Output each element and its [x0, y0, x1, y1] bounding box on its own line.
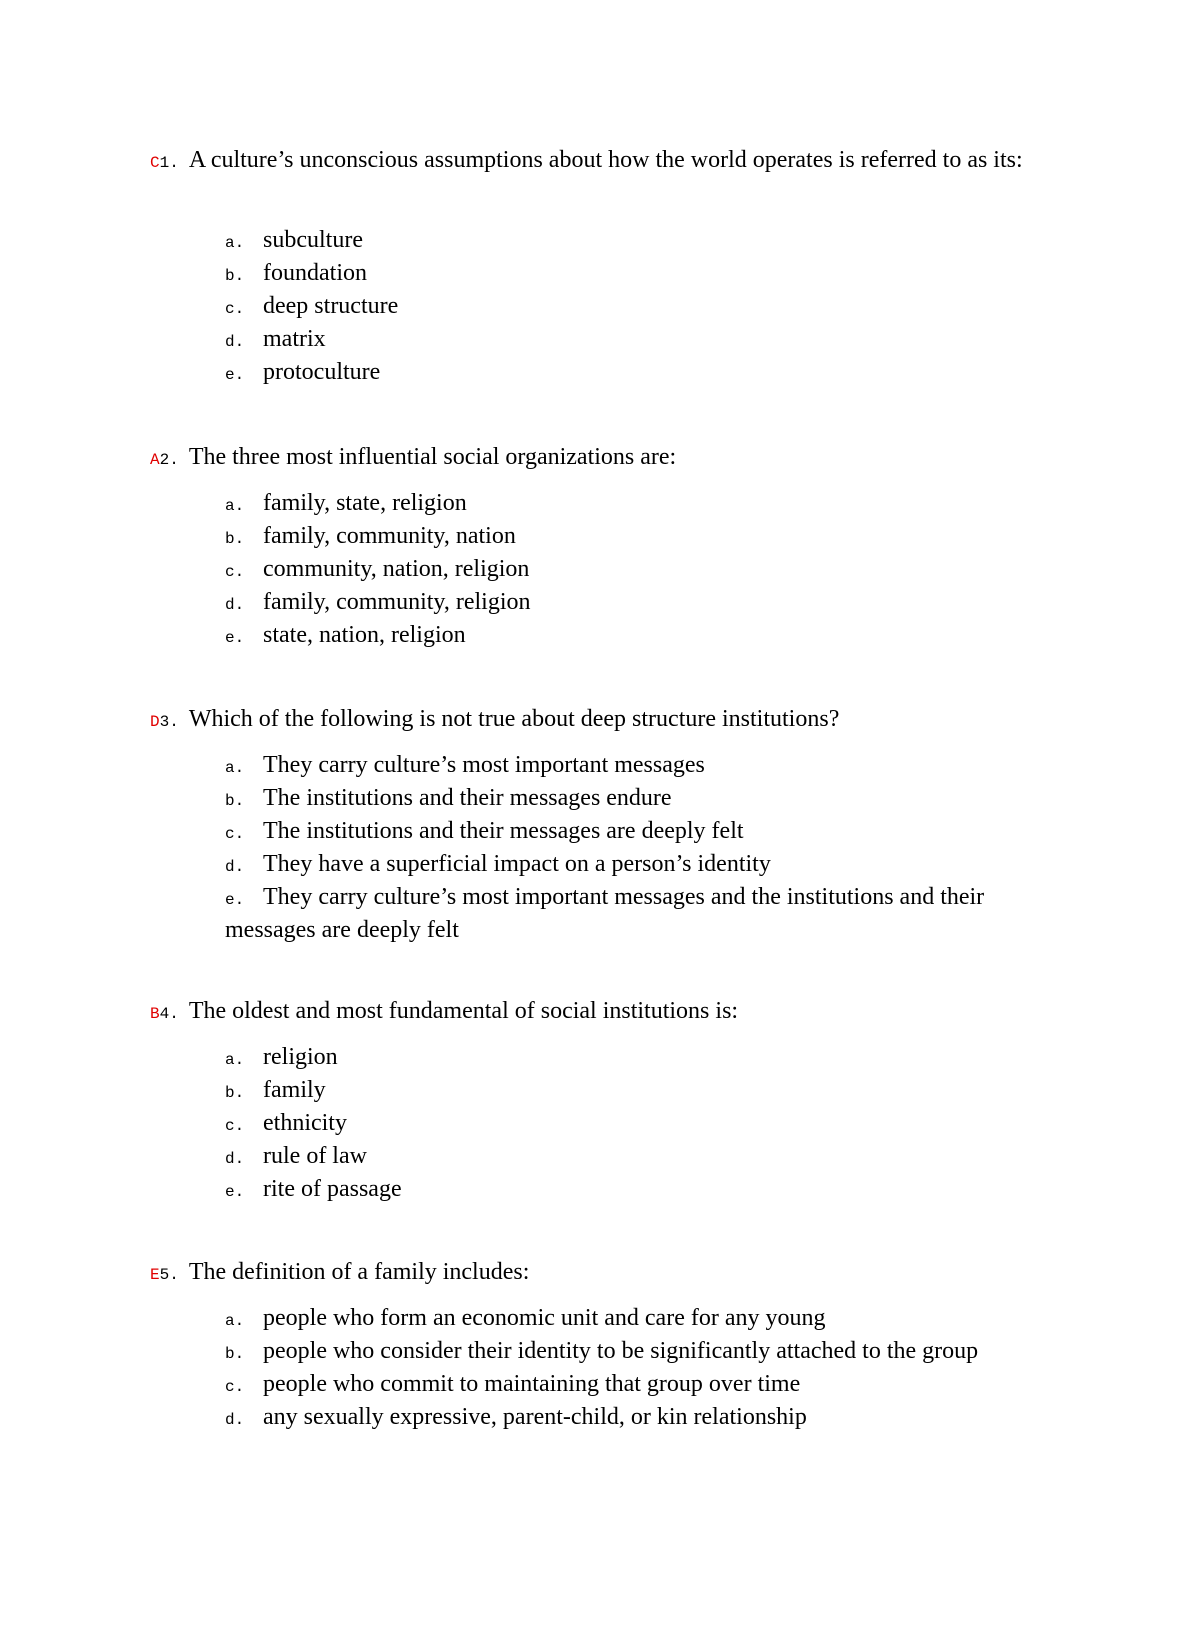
question-stem	[150, 443, 1050, 475]
option-text: ethnicity	[263, 1110, 347, 1136]
option-text: family, community, religion	[263, 589, 531, 615]
question-number: 1.	[159, 154, 179, 172]
option-letter: a.	[225, 234, 245, 252]
option-d	[225, 1402, 1045, 1435]
option-text: foundation	[263, 260, 367, 286]
option-text: The institutions and their messages are deeply felt	[263, 818, 744, 844]
option-text: state, nation, religion	[263, 622, 466, 648]
option-text: family, community, nation	[263, 523, 516, 549]
option-letter: b.	[225, 530, 245, 548]
question-stem	[150, 146, 1050, 178]
option-letter: b.	[225, 267, 245, 285]
option-letter: c.	[225, 825, 245, 843]
option-text: community, nation, religion	[263, 556, 530, 582]
option-letter: e.	[225, 366, 245, 384]
answer-key: D	[150, 713, 160, 731]
option-a	[225, 225, 1045, 258]
option-e	[225, 882, 1045, 945]
question-text: The three most influential social organizations are:	[188, 444, 677, 470]
option-letter: e.	[225, 1183, 245, 1201]
option-letter: a.	[225, 1312, 245, 1330]
option-text: The institutions and their messages endure	[263, 785, 672, 811]
options-list	[225, 750, 1045, 945]
option-b	[225, 783, 1045, 816]
question-1	[150, 146, 1050, 178]
option-c	[225, 554, 1045, 587]
option-letter: e.	[225, 629, 245, 647]
option-b	[225, 1075, 1045, 1108]
option-a	[225, 1303, 1045, 1336]
option-text: protoculture	[263, 359, 381, 385]
option-d	[225, 324, 1045, 357]
question-4	[150, 997, 1050, 1029]
question-text: Which of the following is not true about deep structure institutions?	[188, 706, 840, 732]
option-letter: c.	[225, 1378, 245, 1396]
option-text: They carry culture’s most important messages and the institutions and their messages are deeply felt	[225, 884, 985, 943]
options-list	[225, 1042, 1045, 1207]
option-e	[225, 357, 1045, 390]
option-text: rule of law	[263, 1143, 367, 1169]
option-letter: e.	[225, 891, 245, 909]
option-b	[225, 258, 1045, 291]
option-text: people who form an economic unit and care for any young	[263, 1305, 826, 1331]
option-text: They have a superficial impact on a person’s identity	[263, 851, 771, 877]
question-text: A culture’s unconscious assumptions about how the world operates is referred to as its:	[188, 147, 1023, 173]
question-text: The definition of a family includes:	[188, 1259, 530, 1285]
option-text: They carry culture’s most important messages	[263, 752, 705, 778]
answer-key: A	[150, 451, 160, 469]
option-c	[225, 1369, 1045, 1402]
option-text: people who consider their identity to be significantly attached to the group	[263, 1338, 979, 1364]
option-letter: a.	[225, 1051, 245, 1069]
options-list	[225, 1303, 1045, 1435]
question-number: 2.	[159, 451, 179, 469]
option-text: any sexually expressive, parent-child, or kin relationship	[263, 1404, 807, 1430]
option-d	[225, 1141, 1045, 1174]
question-number: 3.	[159, 713, 179, 731]
option-letter: d.	[225, 1411, 245, 1429]
option-text: family	[263, 1077, 326, 1103]
option-letter: c.	[225, 563, 245, 581]
option-text: religion	[263, 1044, 338, 1070]
question-text: The oldest and most fundamental of social institutions is:	[188, 998, 739, 1024]
answer-key: E	[150, 1266, 160, 1284]
option-a	[225, 488, 1045, 521]
option-d	[225, 587, 1045, 620]
option-letter: b.	[225, 1345, 245, 1363]
option-text: rite of passage	[263, 1176, 402, 1202]
question-number: 4.	[159, 1005, 179, 1023]
options-list	[225, 488, 1045, 653]
option-text: deep structure	[263, 293, 399, 319]
option-b	[225, 521, 1045, 554]
answer-key: B	[150, 1005, 160, 1023]
option-e	[225, 1174, 1045, 1207]
option-text: subculture	[263, 227, 363, 253]
option-letter: d.	[225, 596, 245, 614]
option-letter: c.	[225, 300, 245, 318]
question-stem	[150, 705, 1050, 737]
option-letter: d.	[225, 1150, 245, 1168]
options-list	[225, 225, 1045, 390]
option-letter: c.	[225, 1117, 245, 1135]
option-letter: a.	[225, 497, 245, 515]
option-a	[225, 1042, 1045, 1075]
question-stem	[150, 997, 1050, 1029]
option-text: family, state, religion	[263, 490, 467, 516]
question-number: 5.	[159, 1266, 179, 1284]
question-5	[150, 1258, 1050, 1290]
option-letter: b.	[225, 792, 245, 810]
option-letter: d.	[225, 858, 245, 876]
option-c	[225, 1108, 1045, 1141]
question-2	[150, 443, 1050, 475]
option-d	[225, 849, 1045, 882]
question-3	[150, 705, 1050, 737]
option-b	[225, 1336, 1045, 1369]
option-a	[225, 750, 1045, 783]
answer-key: C	[150, 154, 160, 172]
option-letter: b.	[225, 1084, 245, 1102]
option-e	[225, 620, 1045, 653]
option-text: matrix	[263, 326, 326, 352]
option-letter: a.	[225, 759, 245, 777]
question-stem	[150, 1258, 1050, 1290]
option-letter: d.	[225, 333, 245, 351]
option-c	[225, 816, 1045, 849]
option-c	[225, 291, 1045, 324]
option-text: people who commit to maintaining that group over time	[263, 1371, 801, 1397]
